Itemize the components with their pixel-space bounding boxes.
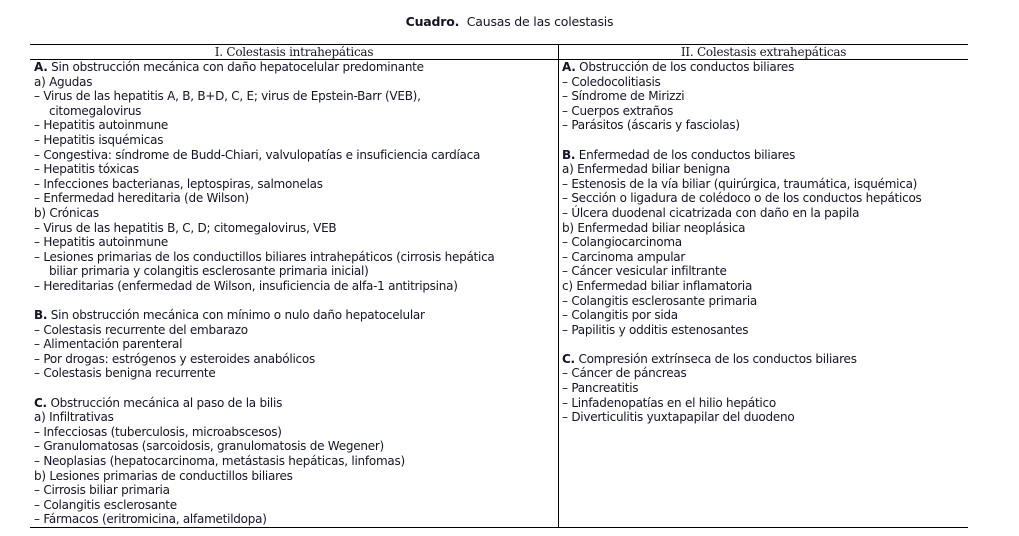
subsection-heading: b) Lesiones primarias de conductillos biliares <box>34 468 293 483</box>
subsection-heading: a) Infiltrativas <box>34 410 114 425</box>
section-heading <box>34 396 558 411</box>
list-item: – Alimentación parenteral <box>34 337 183 352</box>
section-heading <box>34 308 558 323</box>
causes-table <box>30 44 968 528</box>
list-item-continuation: citomegalovirus <box>49 103 142 118</box>
list-item: – Carcinoma ampular <box>562 249 686 264</box>
list-item: – Lesiones primarias de los conductillos biliares intrahepáticos (cirrosis hepática <box>34 249 495 264</box>
header-row <box>30 45 968 60</box>
spacer <box>562 337 968 352</box>
list-item: – Síndrome de Mirizzi <box>562 89 685 104</box>
list-item: – Colangiocarcinoma <box>562 235 682 250</box>
section-title: Obstrucción de los conductos biliares <box>579 60 795 74</box>
section-title: Compresión extrínseca de los conductos biliares <box>578 351 857 366</box>
list-item: – Hepatitis autoinmune <box>34 235 169 250</box>
list-item: – Hereditarias (enfermedad de Wilson, insuficiencia de alfa-1 antitripsina) <box>34 278 458 293</box>
list-item: – Cáncer de páncreas <box>562 366 687 381</box>
section-letter: B. <box>34 308 48 323</box>
extrahepatic-cell <box>559 60 969 528</box>
section-heading <box>562 148 968 163</box>
list-item: – Por drogas: estrógenos y esteroides anabólicos <box>34 351 315 366</box>
list-item: – Colestasis recurrente del embarazo <box>34 322 248 337</box>
title-text: Causas de las colestasis <box>466 14 614 29</box>
section-title: Enfermedad de los conductos biliares <box>578 147 796 162</box>
intrahepatic-cell <box>30 60 559 528</box>
subsection-heading: a) Enfermedad biliar benigna <box>562 162 731 177</box>
list-item: – Fármacos (eritromicina, alfametildopa) <box>34 512 267 527</box>
list-item: – Hepatitis isquémicas <box>34 132 164 147</box>
list-item: – Virus de las hepatitis A, B, B+D, C, E; virus de Epstein-Barr (VEB), <box>34 89 421 104</box>
section-letter: C. <box>34 395 47 410</box>
list-item: – Infecciosas (tuberculosis, microabscesos) <box>34 424 282 439</box>
list-item: – Colangitis esclerosante <box>34 497 177 512</box>
list-item: – Papilitis y odditis estenosantes <box>562 322 749 337</box>
list-item: – Infecciones bacterianas, leptospiras, salmonelas <box>34 176 323 191</box>
section-title: Sin obstrucción mecánica con mínimo o nulo daño hepatocelular <box>50 308 425 323</box>
list-item: – Colangitis por sida <box>562 308 678 323</box>
list-item: – Virus de las hepatitis B, C, D; citomegalovirus, VEB <box>34 220 337 235</box>
subsection-heading: a) Agudas <box>34 74 93 89</box>
list-item: – Estenosis de la vía biliar (quirúrgica, traumática, isquémica) <box>562 176 918 191</box>
section-letter: A. <box>34 60 48 74</box>
list-item: – Congestiva: síndrome de Budd-Chiari, valvulopatías e insuficiencia cardíaca <box>34 147 481 162</box>
section-letter: B. <box>562 147 576 162</box>
section-heading <box>562 352 968 367</box>
list-item: – Diverticulitis yuxtapapilar del duodeno <box>562 410 795 425</box>
list-item: – Hepatitis autoinmune <box>34 118 169 133</box>
subsection-heading: b) Enfermedad biliar neoplásica <box>562 220 746 235</box>
spacer <box>34 381 558 396</box>
list-item: – Neoplasias (hepatocarcinoma, metástasis hepáticas, linfomas) <box>34 454 405 469</box>
list-item: – Colangitis esclerosante primaria <box>562 293 758 308</box>
section-letter: A. <box>562 60 576 74</box>
section-heading <box>34 60 558 75</box>
content-row <box>30 60 968 528</box>
column-header-intrahepatic: I. Colestasis intrahepáticas <box>30 45 559 60</box>
list-item: – Colestasis benigna recurrente <box>34 366 216 381</box>
list-item: – Cáncer vesicular infiltrante <box>562 264 727 279</box>
subsection-heading: b) Crónicas <box>34 205 99 220</box>
list-item: – Coledocolitiasis <box>562 74 661 89</box>
table-title <box>0 14 1019 29</box>
list-item: – Cirrosis biliar primaria <box>34 483 170 498</box>
list-item: – Pancreatitis <box>562 381 639 396</box>
section-title: Obstrucción mecánica al paso de la bilis <box>50 395 283 410</box>
list-item-continuation: biliar primaria y colangitis esclerosante primaria inicial) <box>49 264 369 279</box>
spacer <box>562 133 968 148</box>
list-item: – Granulomatosas (sarcoidosis, granulomatosis de Wegener) <box>34 439 384 454</box>
section-heading <box>562 60 968 75</box>
list-item: – Sección o ligadura de colédoco o de los conductos hepáticos <box>562 191 922 206</box>
section-letter: C. <box>562 351 575 366</box>
list-item: – Cuerpos extraños <box>562 103 674 118</box>
list-item: – Hepatitis tóxicas <box>34 162 139 177</box>
subsection-heading: c) Enfermedad biliar inflamatoria <box>562 278 753 293</box>
list-item: – Úlcera duodenal cicatrizada con daño en la papila <box>562 205 860 220</box>
list-item: – Parásitos (áscaris y fasciolas) <box>562 118 740 133</box>
column-header-extrahepatic: II. Colestasis extrahepáticas <box>559 45 969 60</box>
list-item: – Enfermedad hereditaria (de Wilson) <box>34 191 249 206</box>
title-label: Cuadro. <box>405 14 460 29</box>
list-item: – Linfadenopatías en el hilio hepático <box>562 395 776 410</box>
section-title: Sin obstrucción mecánica con daño hepatocelular predominante <box>51 60 424 74</box>
spacer <box>34 294 558 309</box>
